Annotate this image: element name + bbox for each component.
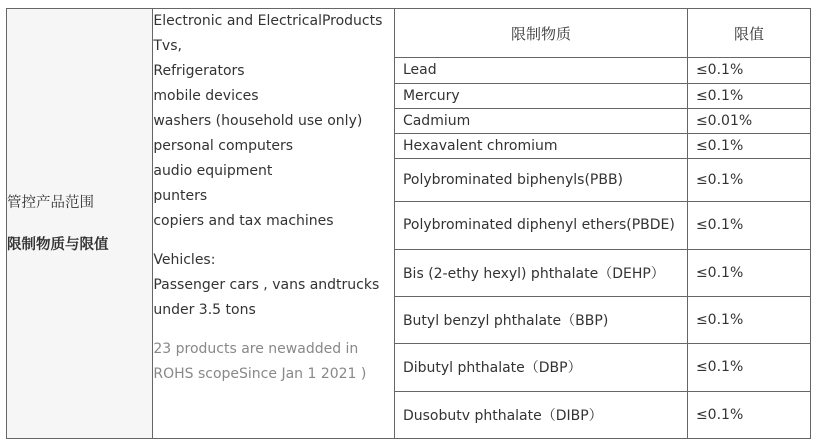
- substance-limit: ≤0.1%: [687, 296, 810, 343]
- header-limit: 限值: [687, 9, 810, 58]
- substance-name: Mercury: [395, 83, 688, 108]
- substance-limit: ≤0.01%: [687, 108, 810, 133]
- substance-name: Butyl benzyl phthalate（BBP): [395, 296, 688, 343]
- substance-limit: ≤0.1%: [687, 83, 810, 108]
- table-row: [395, 159, 810, 202]
- scope-line: Electronic and ElectricalProducts: [153, 13, 383, 29]
- rohs-table: [6, 8, 811, 439]
- label-cell: [7, 9, 153, 439]
- scope-cell: [153, 9, 395, 439]
- substance-name: Lead: [395, 58, 688, 83]
- table-row: [395, 202, 810, 249]
- substance-limit: ≤0.1%: [687, 344, 810, 391]
- scope-line: washers (household use only): [153, 113, 363, 129]
- scope-line: punters: [153, 188, 208, 204]
- table-row: [395, 133, 810, 158]
- vehicles-line: Passenger cars , vans andtrucks: [153, 277, 380, 293]
- scope-note-line: 23 products are newadded in: [153, 341, 359, 357]
- table-row: [395, 83, 810, 108]
- substance-limit: ≤0.1%: [687, 159, 810, 202]
- vehicles-line: under 3.5 tons: [153, 302, 256, 318]
- substance-limit: ≤0.1%: [687, 249, 810, 296]
- substance-name: Bis (2-ethy hexyl) phthalate（DEHP）: [395, 249, 688, 296]
- limits-title: 限制物质与限值: [7, 236, 109, 253]
- table-row: [395, 296, 810, 343]
- substance-limit: ≤0.1%: [687, 202, 810, 249]
- substances-table: [395, 9, 810, 438]
- vehicles-line: Vehicles:: [153, 252, 216, 268]
- table-row: [395, 249, 810, 296]
- scope-line: personal computers: [153, 138, 294, 154]
- scope-title: 管控产品范围: [7, 194, 94, 211]
- substance-limit: ≤0.1%: [687, 58, 810, 83]
- substance-limit: ≤0.1%: [687, 133, 810, 158]
- scope-line: Tvs,: [153, 38, 182, 54]
- substance-name: Polybrominated biphenyls(PBB): [395, 159, 688, 202]
- table-row: [395, 108, 810, 133]
- substance-limit: ≤0.1%: [687, 391, 810, 438]
- scope-line: Refrigerators: [153, 63, 245, 79]
- scope-line: audio equipment: [153, 163, 273, 179]
- table-row: [395, 391, 810, 438]
- substance-name: Polybrominated diphenyl ethers(PBDE): [395, 202, 688, 249]
- header-substance: 限制物质: [395, 9, 688, 58]
- substance-name: Dusobutv phthalate（DIBP）: [395, 391, 688, 438]
- scope-line: copiers and tax machines: [153, 213, 334, 229]
- substance-name: Cadmium: [395, 108, 688, 133]
- scope-note-line: ROHS scopeSince Jan 1 2021 ): [153, 366, 367, 382]
- scope-line: mobile devices: [153, 88, 259, 104]
- substance-name: Hexavalent chromium: [395, 133, 688, 158]
- substance-name: Dibutyl phthalate（DBP）: [395, 344, 688, 391]
- table-row: [395, 344, 810, 391]
- table-row: [395, 58, 810, 83]
- substances-cell: [394, 9, 810, 439]
